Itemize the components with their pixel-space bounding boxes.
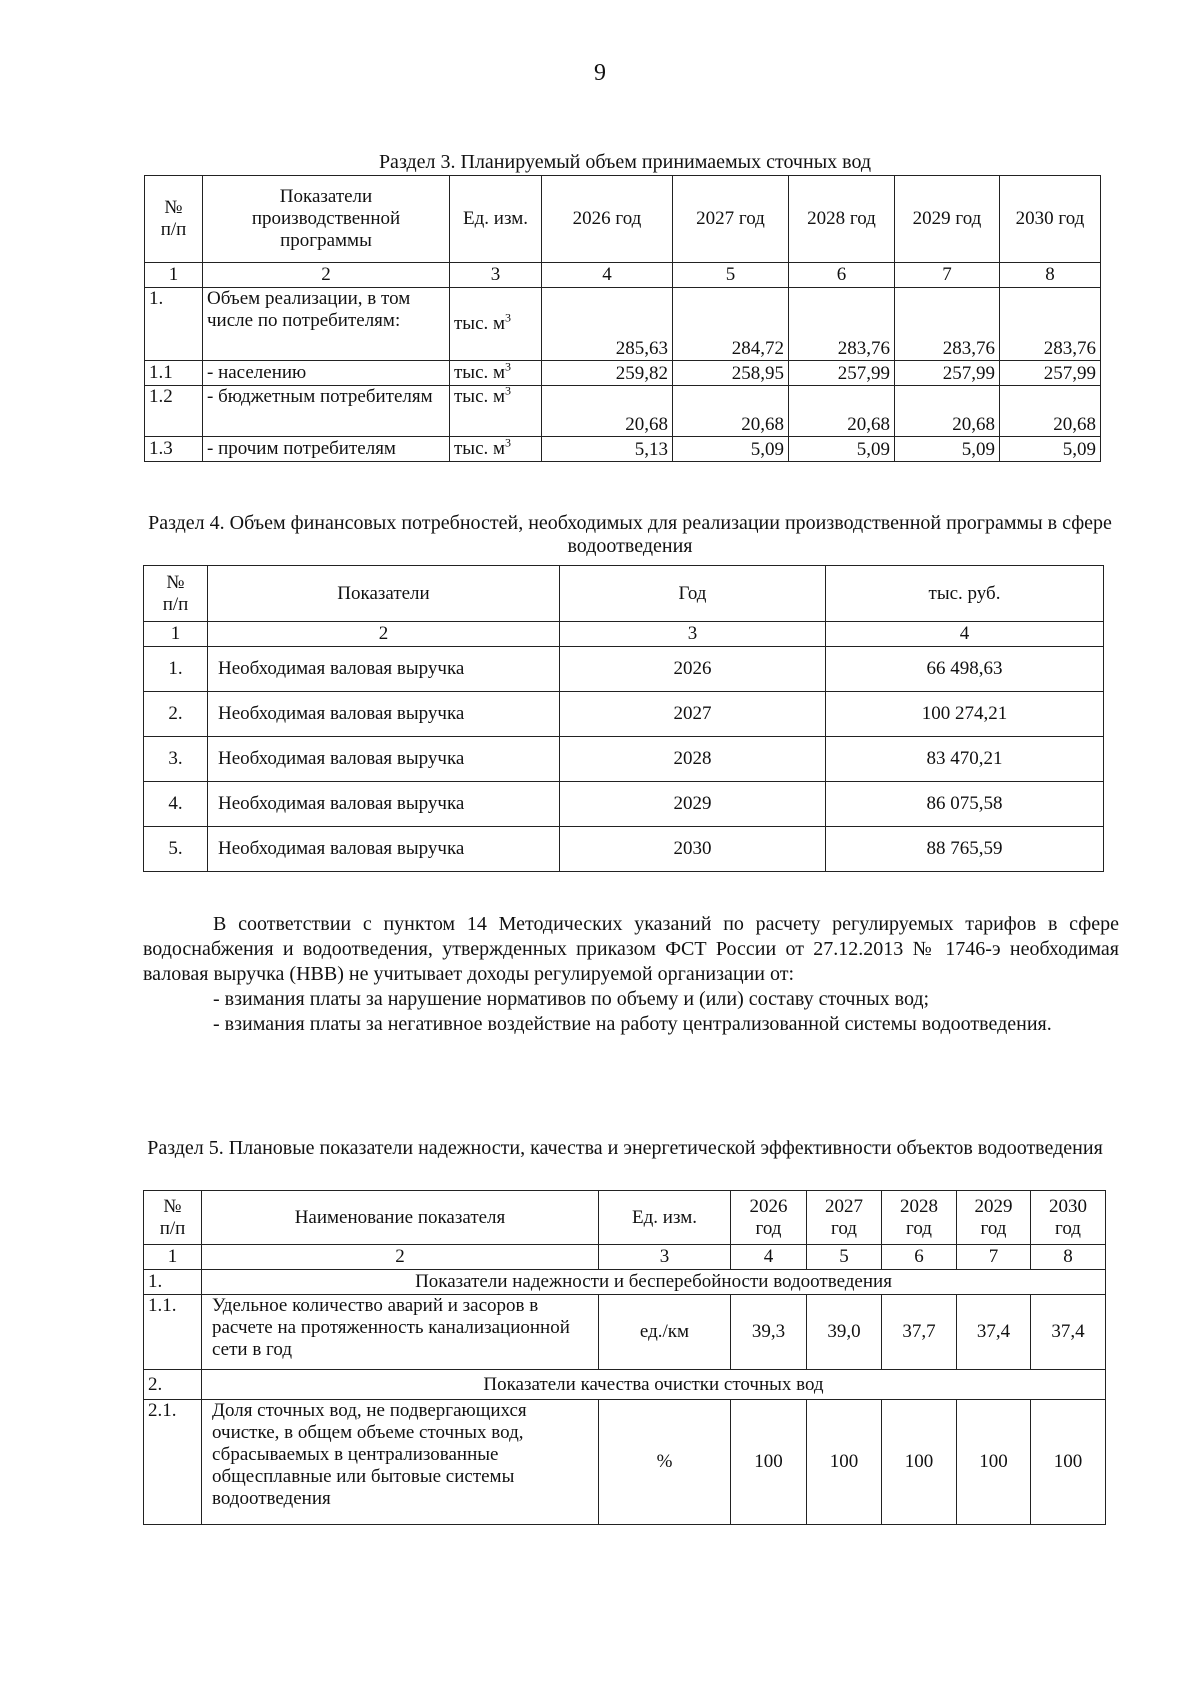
colnum: 4: [826, 622, 1104, 647]
colnum: 1: [144, 622, 208, 647]
row-year: 2026: [560, 647, 826, 692]
colnum: 6: [882, 1245, 957, 1270]
row-num: 5.: [144, 827, 208, 872]
value-2027: 39,0: [807, 1295, 882, 1370]
row-num: 1.1: [145, 361, 203, 386]
table-row: [145, 361, 1101, 386]
table-row: [145, 288, 1101, 361]
table-row: [144, 1400, 1106, 1525]
header-num: № п/п: [144, 1191, 202, 1245]
header-thousand-rub: тыс. руб.: [826, 566, 1104, 622]
value-2030: 5,09: [1000, 437, 1101, 462]
group-row-reliability: [144, 1270, 1106, 1295]
section4-table: [143, 565, 1104, 872]
value-2028: 20,68: [789, 386, 895, 437]
colnum: 7: [957, 1245, 1031, 1270]
row-unit: тыс. $м^3$: [450, 361, 542, 386]
value-2026: 39,3: [731, 1295, 807, 1370]
table-row: [144, 692, 1104, 737]
row-name: - бюджетным потребителям: [203, 386, 450, 437]
explanatory-paragraph: [143, 912, 1119, 1037]
row-name: Доля сточных вод, не подвергающихся очистке, в общем объеме сточных вод, сбрасываемых в централизованные общесплавные или бытовые системы водоотведения: [202, 1400, 599, 1525]
row-value: 88 765,59: [826, 827, 1104, 872]
colnum: 1: [145, 263, 203, 288]
paragraph-main: В соответствии с пунктом 14 Методических указаний по расчету регулируемых тарифов в сфере водоснабжения и водоотведения, утвержденных приказом ФСТ России от 27.12.2013 № 1746-э необходимая валовая выручка (НВВ) не учитывает доходы регулируемой организации от:: [143, 913, 1119, 985]
row-num: 2.1.: [144, 1400, 202, 1525]
colnum: 5: [807, 1245, 882, 1270]
colnum: 1: [144, 1245, 202, 1270]
row-unit: тыс. $м^3$: [450, 386, 542, 437]
header-2030: 2030 год: [1000, 176, 1101, 263]
group-num: 2.: [144, 1370, 202, 1400]
row-year: 2028: [560, 737, 826, 782]
row-unit: тыс. $м^3$: [450, 288, 542, 361]
paragraph-item-2: - взимания платы за негативное воздействие на работу централизованной системы водоотведения.: [213, 1013, 1052, 1035]
row-year: 2027: [560, 692, 826, 737]
group-num: 1.: [144, 1270, 202, 1295]
value-2027: 100: [807, 1400, 882, 1525]
row-num: 2.: [144, 692, 208, 737]
table-row: [145, 437, 1101, 462]
header-2027: 2027 год: [673, 176, 789, 263]
header-num: № п/п: [144, 566, 208, 622]
colnum: 3: [560, 622, 826, 647]
section3-table: [144, 175, 1101, 462]
value-2029: 20,68: [895, 386, 1000, 437]
table-row: [144, 737, 1104, 782]
section5-table: [143, 1190, 1106, 1525]
row-name: Удельное количество аварий и засоров в расчете на протяженность канализационной сети в год: [202, 1295, 599, 1370]
row-name: Необходимая валовая выручка: [208, 827, 560, 872]
colnum: 3: [450, 263, 542, 288]
colnum: 4: [542, 263, 673, 288]
colnum: 8: [1031, 1245, 1106, 1270]
value-2028: 5,09: [789, 437, 895, 462]
table-row: [144, 647, 1104, 692]
colnum: 2: [203, 263, 450, 288]
colnum: 3: [599, 1245, 731, 1270]
row-num: 1.1.: [144, 1295, 202, 1370]
row-year: 2030: [560, 827, 826, 872]
page-number: 9: [594, 60, 606, 86]
row-unit: ед./км: [599, 1295, 731, 1370]
row-value: 83 470,21: [826, 737, 1104, 782]
value-2029: 37,4: [957, 1295, 1031, 1370]
section4-header-row: [144, 566, 1104, 622]
row-name: Необходимая валовая выручка: [208, 647, 560, 692]
table-row: [145, 386, 1101, 437]
colnum: 5: [673, 263, 789, 288]
group-title: Показатели качества очистки сточных вод: [202, 1370, 1106, 1400]
colnum: 2: [208, 622, 560, 647]
row-name: Необходимая валовая выручка: [208, 737, 560, 782]
value-2028: 283,76: [789, 288, 895, 361]
value-2028: 100: [882, 1400, 957, 1525]
header-2030: 2030 год: [1031, 1191, 1106, 1245]
row-value: 66 498,63: [826, 647, 1104, 692]
colnum: 2: [202, 1245, 599, 1270]
section3-title: Раздел 3. Планируемый объем принимаемых сточных вод: [378, 151, 872, 173]
value-2027: 258,95: [673, 361, 789, 386]
value-2027: 20,68: [673, 386, 789, 437]
row-num: 4.: [144, 782, 208, 827]
row-num: 1.2: [145, 386, 203, 437]
value-2027: 5,09: [673, 437, 789, 462]
value-2028: 37,7: [882, 1295, 957, 1370]
value-2026: 285,63: [542, 288, 673, 361]
header-num: № п/п: [145, 176, 203, 263]
header-2028: 2028 год: [882, 1191, 957, 1245]
value-2028: 257,99: [789, 361, 895, 386]
header-year: Год: [560, 566, 826, 622]
row-name: - прочим потребителям: [203, 437, 450, 462]
header-2026: 2026 год: [731, 1191, 807, 1245]
group-row-quality: [144, 1370, 1106, 1400]
row-name: - населению: [203, 361, 450, 386]
value-2030: 257,99: [1000, 361, 1101, 386]
colnum: 4: [731, 1245, 807, 1270]
header-2029: 2029 год: [957, 1191, 1031, 1245]
header-indicators: Показатели: [208, 566, 560, 622]
row-value: 100 274,21: [826, 692, 1104, 737]
header-2028: 2028 год: [789, 176, 895, 263]
section3-colnum-row: [145, 263, 1101, 288]
row-name: Необходимая валовая выручка: [208, 692, 560, 737]
colnum: 7: [895, 263, 1000, 288]
table-row: [144, 1295, 1106, 1370]
value-2029: 283,76: [895, 288, 1000, 361]
colnum: 8: [1000, 263, 1101, 288]
row-name: Необходимая валовая выручка: [208, 782, 560, 827]
row-name: Объем реализации, в том числе по потребителям:: [203, 288, 450, 361]
section4-colnum-row: [144, 622, 1104, 647]
value-2029: 100: [957, 1400, 1031, 1525]
value-2030: 37,4: [1031, 1295, 1106, 1370]
paragraph-item-1: - взимания платы за нарушение нормативов по объему и (или) составу сточных вод;: [213, 988, 930, 1010]
value-2029: 5,09: [895, 437, 1000, 462]
row-unit: тыс. $м^3$: [450, 437, 542, 462]
header-unit: Ед. изм.: [599, 1191, 731, 1245]
header-2027: 2027 год: [807, 1191, 882, 1245]
table-row: [144, 782, 1104, 827]
row-num: 1.: [145, 288, 203, 361]
row-year: 2029: [560, 782, 826, 827]
value-2030: 20,68: [1000, 386, 1101, 437]
colnum: 6: [789, 263, 895, 288]
row-value: 86 075,58: [826, 782, 1104, 827]
header-indicator: Показатели производственной программы: [203, 176, 450, 263]
header-2026: 2026 год: [542, 176, 673, 263]
section3-header-row: [145, 176, 1101, 263]
row-unit: %: [599, 1400, 731, 1525]
section5-title: Раздел 5. Плановые показатели надежности, качества и энергетической эффективности объектов водоотведения: [147, 1137, 1103, 1159]
section5-header-row: [144, 1191, 1106, 1245]
row-num: 1.3: [145, 437, 203, 462]
section4-title: Раздел 4. Объем финансовых потребностей, необходимых для реализации производственной программы в сфере водоотведения: [148, 512, 1112, 557]
header-unit: Ед. изм.: [450, 176, 542, 263]
row-num: 1.: [144, 647, 208, 692]
value-2026: 20,68: [542, 386, 673, 437]
header-2029: 2029 год: [895, 176, 1000, 263]
header-indicator-name: Наименование показателя: [202, 1191, 599, 1245]
value-2026: 100: [731, 1400, 807, 1525]
table-row: [144, 827, 1104, 872]
value-2030: 100: [1031, 1400, 1106, 1525]
group-title: Показатели надежности и бесперебойности водоотведения: [202, 1270, 1106, 1295]
value-2029: 257,99: [895, 361, 1000, 386]
row-num: 3.: [144, 737, 208, 782]
section5-colnum-row: [144, 1245, 1106, 1270]
value-2026: 5,13: [542, 437, 673, 462]
value-2030: 283,76: [1000, 288, 1101, 361]
value-2026: 259,82: [542, 361, 673, 386]
value-2027: 284,72: [673, 288, 789, 361]
